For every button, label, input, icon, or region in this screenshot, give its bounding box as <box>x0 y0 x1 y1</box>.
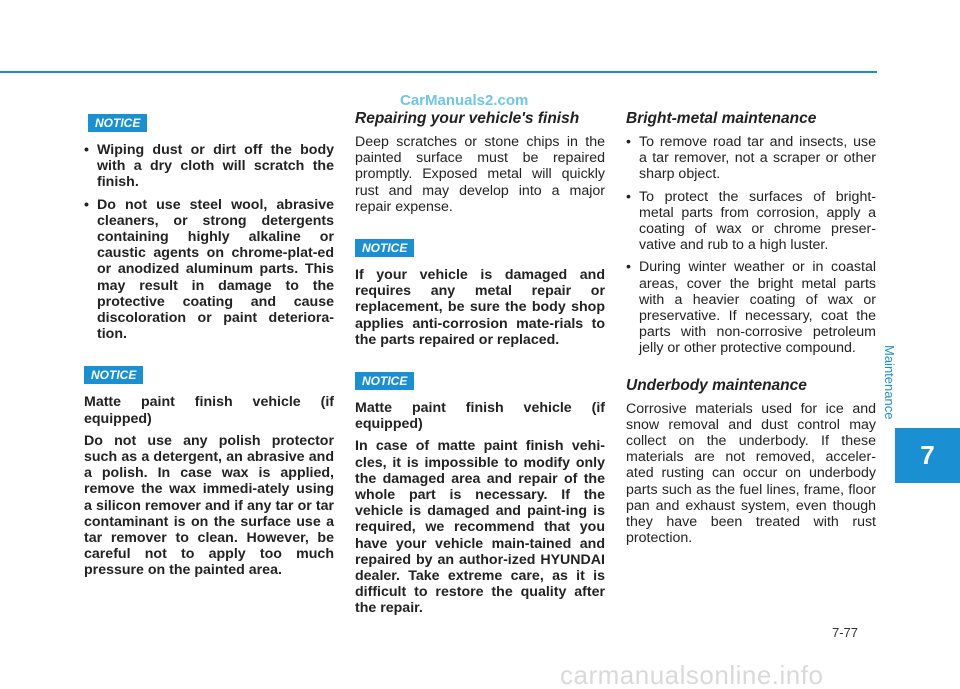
list-item: • Wiping dust or dirt off the body with a dry cloth will scratch the finish. <box>84 142 334 191</box>
notice-badge-2: NOTICE <box>84 366 143 384</box>
section-heading-bright-metal: Bright-metal maintenance <box>626 110 817 127</box>
repairing-intro: Deep scratches or stone chips in the painted surface must be repaired promptly. Exposed metal will quickly rust and may develop into a major repair expense. <box>355 134 605 215</box>
matte-text-2: In case of matte paint finish vehi-cles, it is impossible to modify only the damaged area and repair of the whole part is necessary. If the vehicle is damaged and paint-ing is required, we recommend that you have your vehicle main-tained and repaired by an author-ized HYUNDAI dealer. Take extreme care, as it is difficult to restore the quality after the repair. <box>355 438 605 617</box>
notice-1-list <box>84 142 334 342</box>
footer-watermark: carmanualsonline.info <box>560 660 824 689</box>
side-tab-text: Maintenance <box>882 345 897 420</box>
underbody-text: Corrosive materials used for ice and snow removal and dust control may collect on the underbody. If these materials are not removed, acceler-ated rusting can occur on underbody parts such as the fuel lines, frame, floor pan and exhaust system, even though they have been treated with rust protection. <box>626 400 876 547</box>
list-item: • To remove road tar and insects, use a tar remover, not a scraper or other sharp object. <box>626 134 876 183</box>
list-item: • During winter weather or in coastal areas, cover the bright metal parts with a heavier coating of wax or preservative. If necessary, coat the parts with non-corrosive petroleum jelly or other protective compound. <box>626 259 876 356</box>
notice-badge-3: NOTICE <box>355 239 414 257</box>
matte-heading-2: Matte paint finish vehicle (if equipped) <box>355 400 605 433</box>
column-3 <box>626 110 876 552</box>
header-watermark: CarManuals2.com <box>400 92 529 109</box>
chapter-tab: 7 <box>895 428 960 483</box>
list-item: • To protect the surfaces of bright-metal parts from corrosion, apply a coating of wax or chrome preser-vative and rub to a high luster. <box>626 189 876 254</box>
list-item: • Do not use steel wool, abrasive cleaners, or strong detergents containing highly alkaline or caustic agents on chrome-plat-ed or anodized aluminum parts. This may result in damage to the protective coating and cause discoloration or paint deteriora-tion. <box>84 197 334 343</box>
bright-metal-list <box>626 134 876 357</box>
column-2 <box>355 110 605 623</box>
notice-badge-1: NOTICE <box>88 114 147 132</box>
section-heading-underbody: Underbody maintenance <box>626 376 807 394</box>
notice-3-text: If your vehicle is damaged and requires any metal repair or replacement, be sure the body shop applies anti-corrosion mate-rials to the parts repaired or replaced. <box>355 267 605 348</box>
matte-heading-1: Matte paint finish vehicle (if equipped) <box>84 394 334 427</box>
header-rule <box>0 71 877 73</box>
column-1 <box>84 110 334 585</box>
page-number: 7-77 <box>832 625 859 640</box>
section-heading-repairing: Repairing your vehicle's finish <box>355 110 580 127</box>
matte-text-1: Do not use any polish protector such as a detergent, an abrasive and a polish. In case wax is applied, remove the wax immedi-ately using a silicon remover and if any tar or tar contaminant is on the surface use a tar remover to clean. However, be careful not to apply too much pressure on the painted area. <box>84 432 334 579</box>
notice-badge-4: NOTICE <box>355 372 414 390</box>
